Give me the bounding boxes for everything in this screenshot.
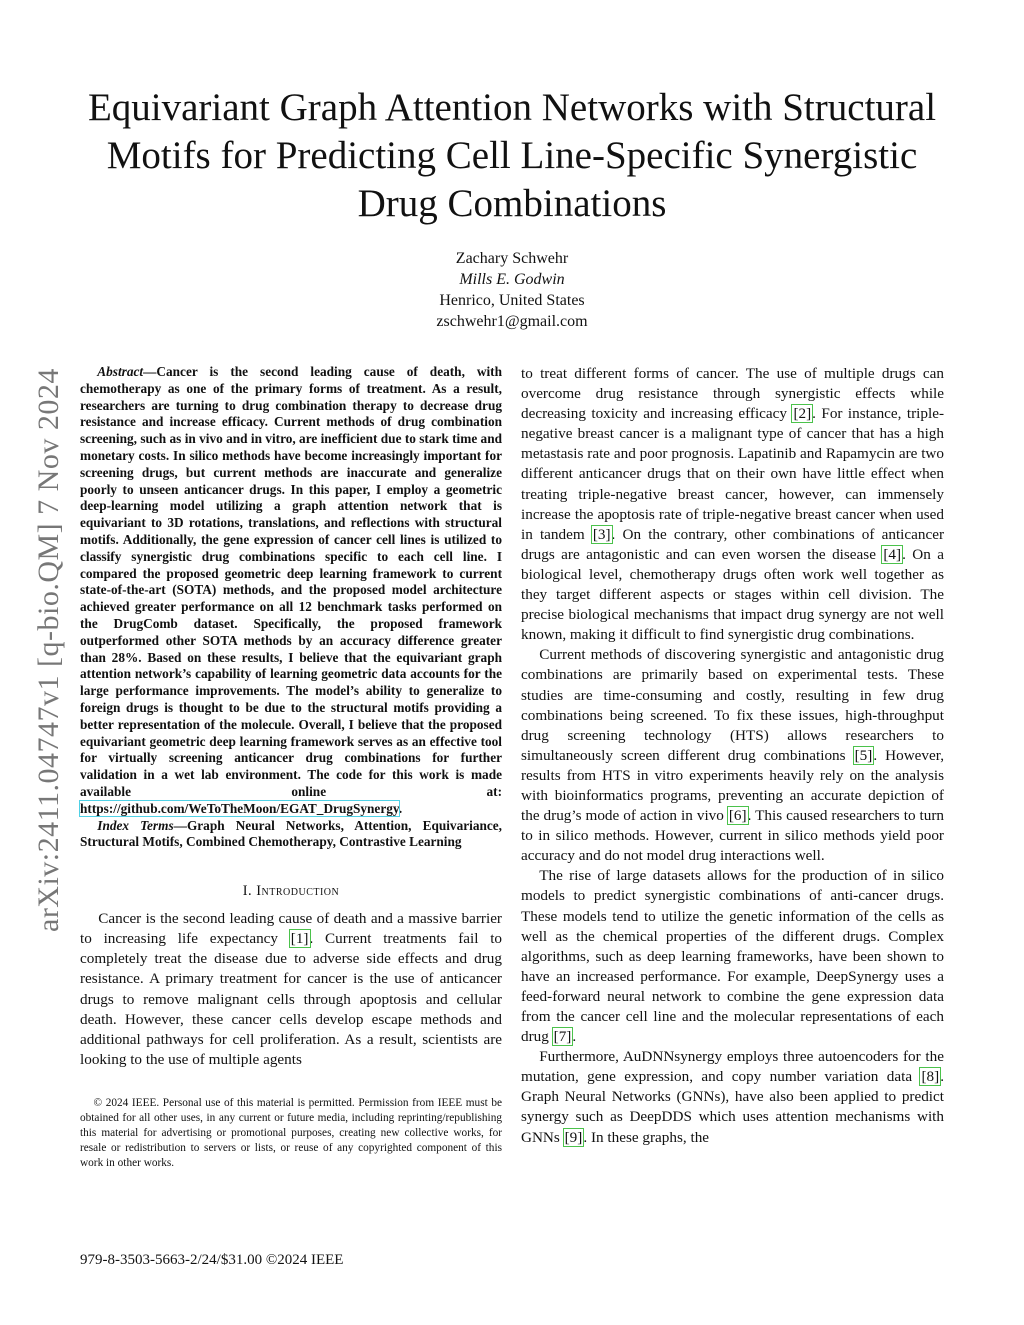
index-terms	[80, 818, 502, 852]
body-text: Furthermore, AuDNNsynergy employs three autoencoders for the mutation, gene expression, and copy number variation data	[521, 1048, 944, 1086]
abstract-text: Cancer is the second leading cause of death, with chemotherapy as one of the primary forms of treatment. As a result, researchers are turning to drug combination therapy to decrease drug resistance and increase efficacy. Current methods of drug combination screening, such as in vivo and in vitro, are inefficient due to stark time and monetary costs. In silico methods have become increasingly important for screening drugs, but current methods are inaccurate and generalize poorly to unseen anticancer drugs. In this paper, I employ a geometric deep-learning model utilizing a graph attention network that is equivariant to 3D rotations, translations, and reflections with structural motifs. Additionally, the gene expression of cancer cell lines is utilized to classify synergistic drug combinations specific to each cell line. I compared the proposed geometric deep learning framework to current state-of-the-art (SOTA) methods, and the proposed model architecture achieved greater performance on all 12 benchmark tasks performed on the DrugComb dataset. Specifically, the proposed framework outperformed other SOTA methods by an accuracy difference greater than 28%. Based on these results, I believe that the equivariant graph attention network’s capability of learning geometric data accounts for the large performance improvements. The model’s ability to generalize to foreign drugs is thought to be due to the structural motifs providing a better representation of the molecule. Overall, I believe that the proposed equivariant geometric deep learning framework serves as an effective tool for virtually screening anticancer drug combinations for further validation in a wet lab environment. The code for this work is made available online at:	[80, 364, 502, 799]
citation-9[interactable]: [9]	[564, 1128, 583, 1146]
citation-3[interactable]: [3]	[592, 525, 611, 543]
author-affiliation: Mills E. Godwin	[459, 271, 565, 288]
body-text: . In these graphs, the	[583, 1128, 710, 1146]
body-text: . However, results from HTS in vitro experiments heavily rely on the analysis with bioinformatics programs, preventing an accurate depiction of the drug’s mode of action in vivo	[521, 746, 944, 825]
paper-title: Equivariant Graph Attention Networks with Structural Motifs for Predicting Cell Line-Specific Synergistic Drug Combinations	[87, 86, 937, 225]
intro-text: Cancer is the second leading cause of death and a massive barrier to increasing life expectancy	[80, 910, 502, 948]
intro-text: . Current treatments fail to completely treat the disease due to adverse side effects and drug resistance. A primary treatment for cancer is the use of anticancer drugs to remove malignant cells through apoptosis and cellular death. However, these cancer cells develop escape methods and additional pathways for cell proliferation. As a result, scientists are looking to the use of multiple agents	[80, 930, 503, 1068]
citation-4[interactable]: [4]	[883, 545, 902, 563]
body-text: . For instance, triple-negative breast cancer is a malignant type of cancer that has a high metastasis rate and poor prognosis. Lapatinib and Rapamycin are two different anticancer drugs that on their own have little effect when treating triple-negative breast cancer, however, can immensely increase the apoptosis rate of triple-negative breast cancer when used in tandem	[521, 405, 944, 543]
index-terms-label: Index Terms	[97, 817, 174, 833]
code-repository-link[interactable]: https://github.com/WeToTheMoon/EGAT_DrugSynergy	[80, 800, 399, 816]
abstract	[80, 364, 502, 818]
body-text: The rise of large datasets allows for the production of in silico models to predict synergistic combinations of anti-cancer drugs. These models tend to utilize the genetic information of the cells as well as the chemical properties of the different drugs. Complex algorithms, such as deep learning frameworks, have been shown to have an increased performance. For example, DeepSynergy uses a feed-forward neural network to combine the gene expression data from the cancer cell line and the molecular representations of each drug	[521, 867, 944, 1046]
body-text: to treat different forms of cancer. The use of multiple drugs can overcome drug resistance through synergistic effects while decreasing toxicity and increasing efficacy	[521, 365, 944, 423]
citation-1[interactable]: [1]	[290, 930, 309, 948]
intro-paragraph-4	[521, 1047, 944, 1147]
intro-paragraph-1	[80, 909, 502, 1070]
body-text: . This caused researchers to turn to in silico methods. However, current in silico methods yield poor accuracy and do not model drug interactions well.	[521, 807, 944, 865]
section-numeral: I.	[242, 883, 257, 900]
author-location: Henrico, United States	[439, 292, 585, 309]
intro-paragraph-2	[521, 645, 944, 866]
citation-7[interactable]: [7]	[553, 1028, 572, 1046]
author-block	[260, 248, 764, 332]
body-text: . On a biological level, chemotherapy drugs often work well together as they target different aspects or stages within cell division. The precise biological mechanisms that impact drug synergy are not well known, making it difficult to find synergistic drug combinations.	[521, 545, 945, 644]
copyright-notice: © 2024 IEEE. Personal use of this material is permitted. Permission from IEEE must be obtained for all other uses, in any current or future media, including reprinting/republishing this material for advertising or promotional purposes, creating new collective works, for resale or redistribution to servers or lists, or reuse of any copyrighted component of this work in other works.	[80, 1096, 502, 1170]
intro-paragraph-continued	[521, 364, 944, 645]
abstract-dash: —	[143, 364, 157, 379]
section-heading-introduction	[80, 881, 502, 901]
left-column	[80, 364, 502, 1171]
body-text: . On the contrary, other combinations of anticancer drugs are antagonistic and can even worsen the disease	[521, 525, 945, 563]
body-text: Current methods of discovering synergistic and antagonistic drug combinations are primarily based on experimental tests. These studies are time-consuming and costly, resulting in few drug combinations being screened. To fix these issues, high-throughput drug screening technology (HTS) allows researchers to simultaneously screen different drug combinations	[521, 646, 944, 764]
citation-2[interactable]: [2]	[793, 405, 812, 423]
citation-8[interactable]: [8]	[921, 1068, 940, 1086]
abstract-label: Abstract	[97, 364, 144, 379]
citation-5[interactable]: [5]	[854, 746, 873, 764]
page-footer-isbn: 979-8-3503-5663-2/24/$31.00 ©2024 IEEE	[80, 1252, 344, 1268]
body-text: . Graph Neural Networks (GNNs), have also been applied to predict synergy such as DeepDDS which uses attention mechanisms with GNNs	[521, 1068, 944, 1146]
intro-paragraph-3	[521, 866, 944, 1047]
section-title: Introduction	[256, 883, 340, 900]
index-terms-dash: —	[173, 817, 187, 833]
body-text: .	[572, 1028, 577, 1046]
author-email: zschwehr1@gmail.com	[436, 313, 588, 330]
citation-6[interactable]: [6]	[728, 807, 747, 825]
index-terms-text: Graph Neural Networks, Attention, Equivariance, Structural Motifs, Combined Chemotherapy, Contrastive Learning	[80, 817, 502, 850]
right-column	[521, 364, 944, 1148]
arxiv-identifier-stamp: arXiv:2411.04747v1 [q-bio.QM] 7 Nov 2024	[32, 368, 65, 932]
author-name: Zachary Schwehr	[455, 250, 569, 267]
abstract-end: .	[398, 800, 403, 816]
